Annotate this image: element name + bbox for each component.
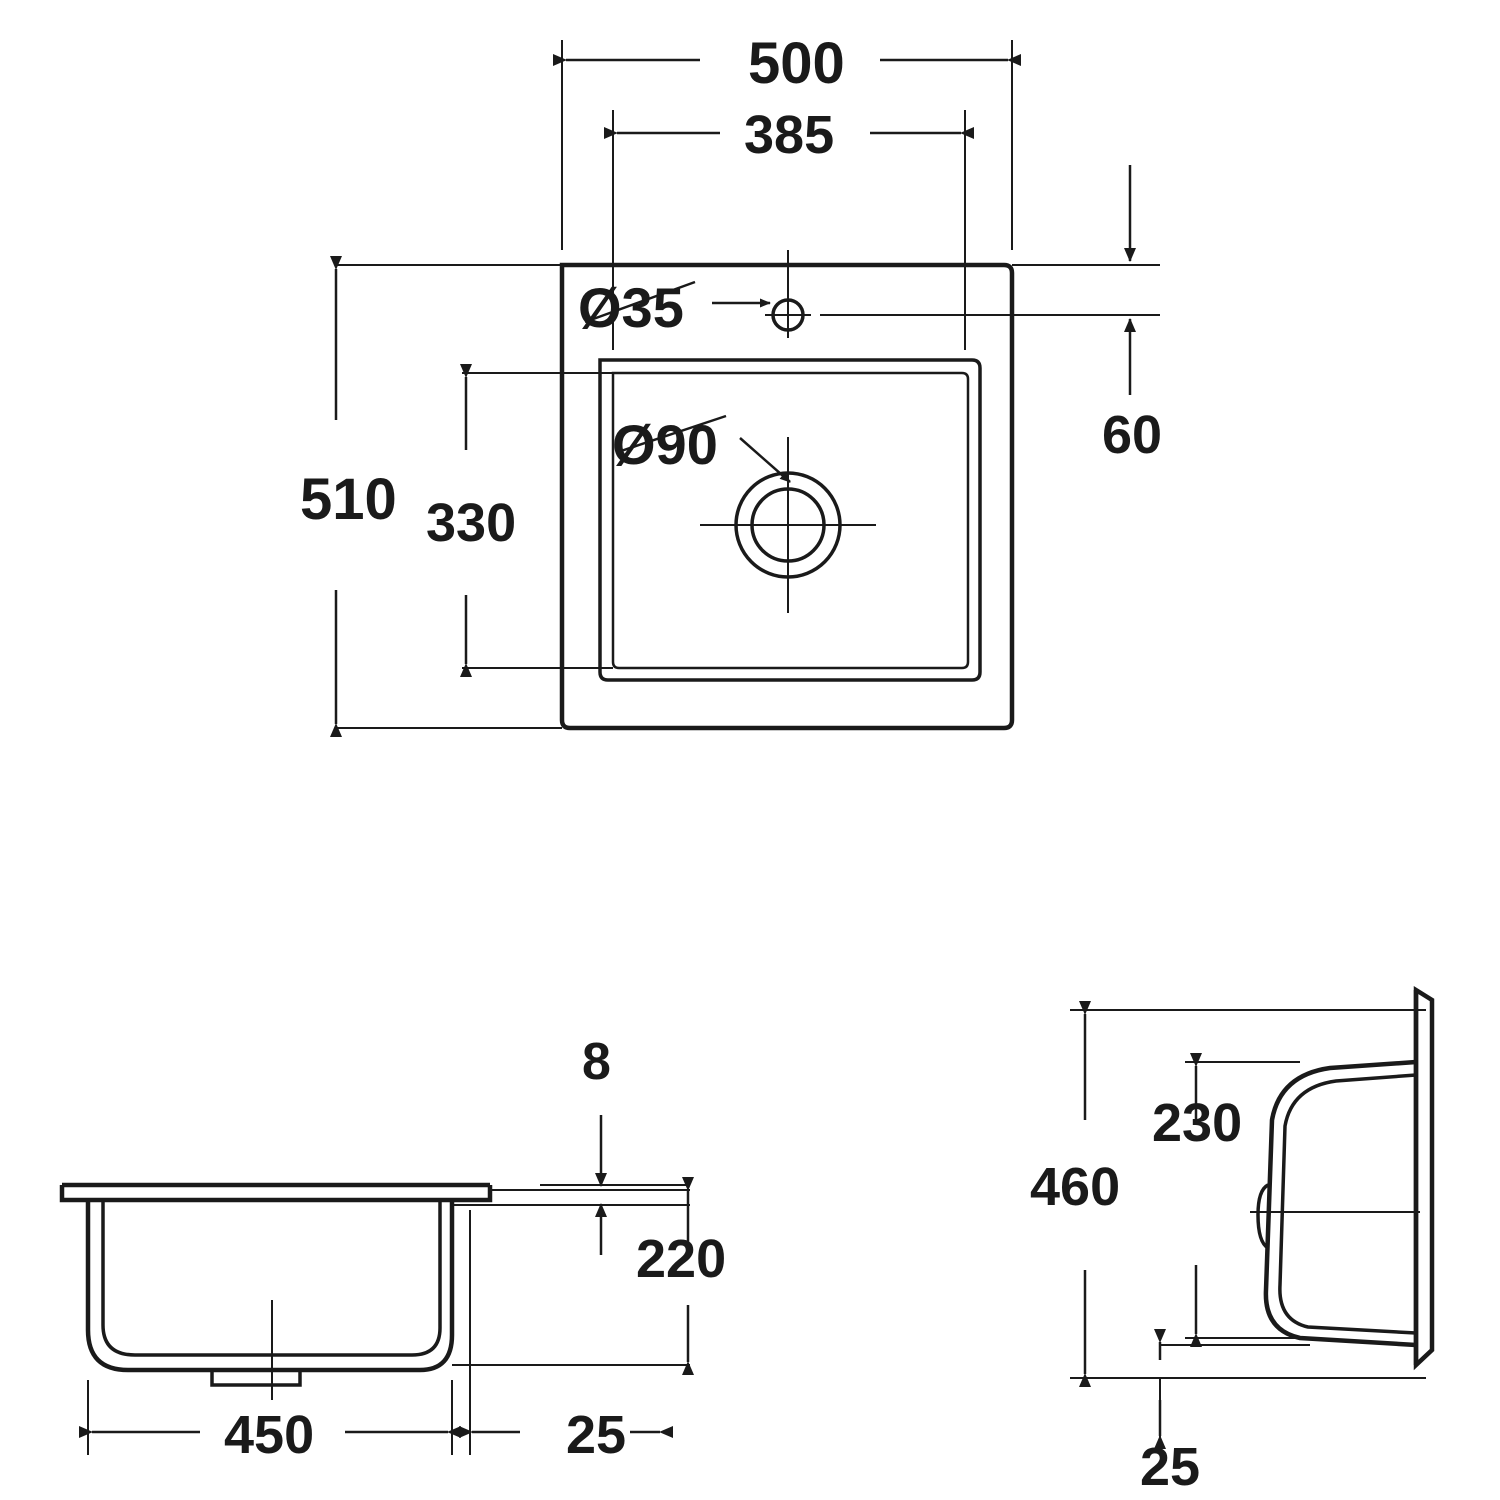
dim-label-side-bowl: 230: [1152, 1093, 1243, 1153]
dim-label-bowl-height: 220: [636, 1229, 727, 1289]
front-section-outline: [62, 1185, 490, 1400]
dim-label-side-offset: 25: [1140, 1437, 1201, 1497]
waste-hole: [700, 437, 876, 613]
dim-label-rim-overhang: 25: [566, 1405, 627, 1465]
dim-label-bowl-inner-width: 450: [224, 1405, 315, 1465]
dim-label-waste-hole-diameter: Ø90: [612, 413, 718, 476]
side-view-outline: [1250, 990, 1432, 1365]
dim-label-rim-thickness: 8: [582, 1033, 611, 1091]
dim-label-overall-depth: 510: [300, 467, 397, 532]
dim-label-bowl-width-385: 385: [744, 105, 835, 165]
dim-label-tap-hole-offset: 60: [1102, 405, 1163, 465]
dim-label-side-overall: 460: [1030, 1157, 1121, 1217]
dim-label-bowl-depth-330: 330: [426, 493, 517, 553]
dim-label-overall-width: 500: [748, 31, 845, 96]
dim-label-tap-hole-diameter: Ø35: [578, 276, 684, 339]
